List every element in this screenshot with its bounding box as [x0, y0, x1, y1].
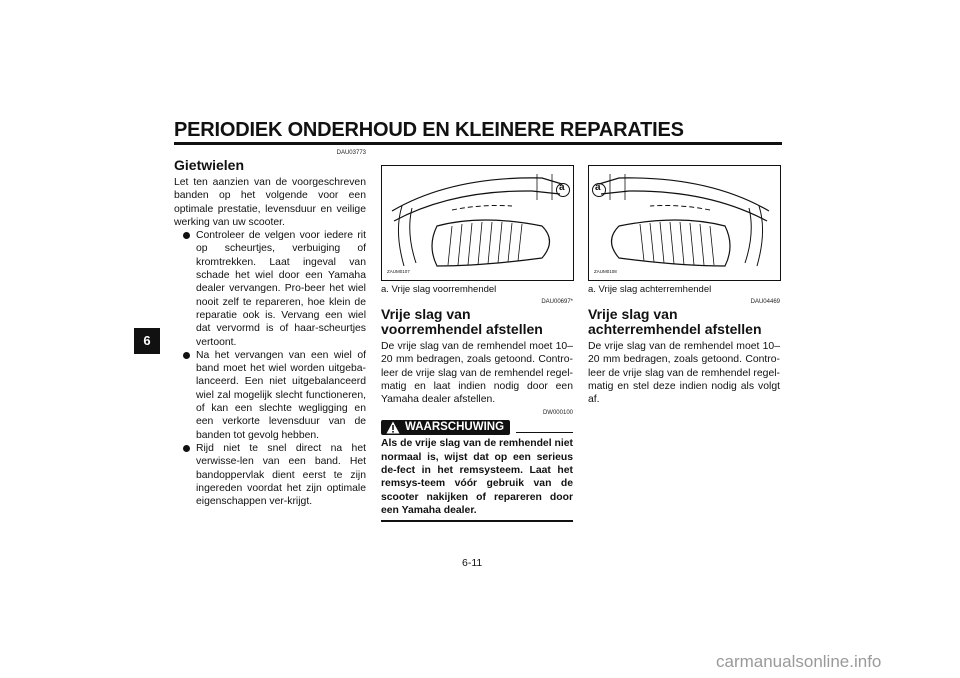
warning-header [381, 417, 573, 433]
watermark: carmanualsonline.info [716, 652, 882, 671]
header-divider [174, 142, 782, 145]
bullet-icon [183, 232, 190, 239]
section-code: DAU04469 [750, 299, 780, 305]
warning-banner: WAARSCHUWING [381, 420, 510, 435]
list-item: Na het vervangen van een wiel of band moet het wiel worden uitgeba-lanceerd. Een niet uitgebalanceerd wiel zal mogelijk slecht functioneren, of kan een slechte wegligging en een verkorte levensduur van de banden tot gevolg hebben. [181, 349, 366, 442]
brake-lever-illustration [589, 166, 780, 280]
figure-caption: a. Vrije slag voorremhendel [381, 284, 497, 295]
warning-text: Als de vrije slag van de remhendel niet normaal is, wijst dat op een serieus de-fect in het remsysteem. Laat het remsys-teem vóór gebruik van de scooter nakijken of repareren door een Yamaha dealer. [381, 438, 573, 516]
page-title: PERIODIEK ONDERHOUD EN KLEINERE REPARATIES [174, 119, 684, 141]
figure-callout-label: a [595, 182, 601, 193]
brake-lever-illustration [382, 166, 573, 280]
warning-code: DW000100 [542, 410, 573, 417]
intro-paragraph: Let ten aanzien van de voorgeschreven banden op het volgende voor een optimale prestatie, levensduur en veilige werking van uw scooter. [174, 177, 366, 228]
rear-brake-lever-figure [588, 165, 781, 281]
column-1 [174, 150, 366, 508]
section-code: DAU03773 [336, 150, 366, 156]
figure-caption: a. Vrije slag achterremhendel [588, 284, 712, 295]
section-heading: Vrije slag van voorremhendel afstellen [381, 306, 543, 337]
bullet-icon [183, 352, 190, 359]
section-code: DAU00697* [541, 299, 573, 305]
bullet-icon [183, 445, 190, 452]
column-2-text [381, 299, 573, 522]
warning-bottom-rule [381, 520, 573, 522]
section-paragraph: De vrije slag van de remhendel moet 10–20 mm bedragen, zoals getoond. Contro-leer de vrije slag van de remhendel regel-matig en laat indien nodig door een Yamaha dealer afstellen. [381, 341, 573, 406]
section-heading: Vrije slag van achterremhendel afstellen [588, 306, 762, 337]
column-3-text [588, 299, 780, 406]
front-brake-lever-figure [381, 165, 574, 281]
section-heading: Gietwielen [174, 157, 245, 173]
figure-code: ZAUM0108 [594, 269, 617, 274]
section-paragraph: De vrije slag van de remhendel moet 10–20 mm bedragen, zoals getoond. Contro-leer de vrije slag van de remhendel regel-matig en stel deze indien nodig als volgt af. [588, 341, 780, 406]
page-number: 6-11 [462, 557, 483, 569]
list-item: Rijd niet te snel direct na het verwisse-len van een band. Het bandoppervlak dient eerst te zijn ingereden voordat het zijn optimale eigenschappen ver-krijgt. [181, 442, 366, 508]
list-item: Controleer de velgen voor iedere rit op scheurtjes, verbuiging of kromtrekken. Laat ingeval van schade het wiel door een Yamaha dealer vervangen. Pro-beer het wiel nooit zelf te repareren, hoe klein de reparatie ook is. Vervang een wiel dat vervormd is of haar-scheurtjes vertoont. [181, 229, 366, 349]
figure-callout-label: a [559, 182, 565, 193]
figure-code: ZAUM0107 [387, 269, 410, 274]
chapter-tab: 6 [134, 328, 160, 354]
warning-rule [516, 432, 573, 433]
bullet-list [181, 229, 366, 508]
warning-icon [386, 421, 400, 434]
